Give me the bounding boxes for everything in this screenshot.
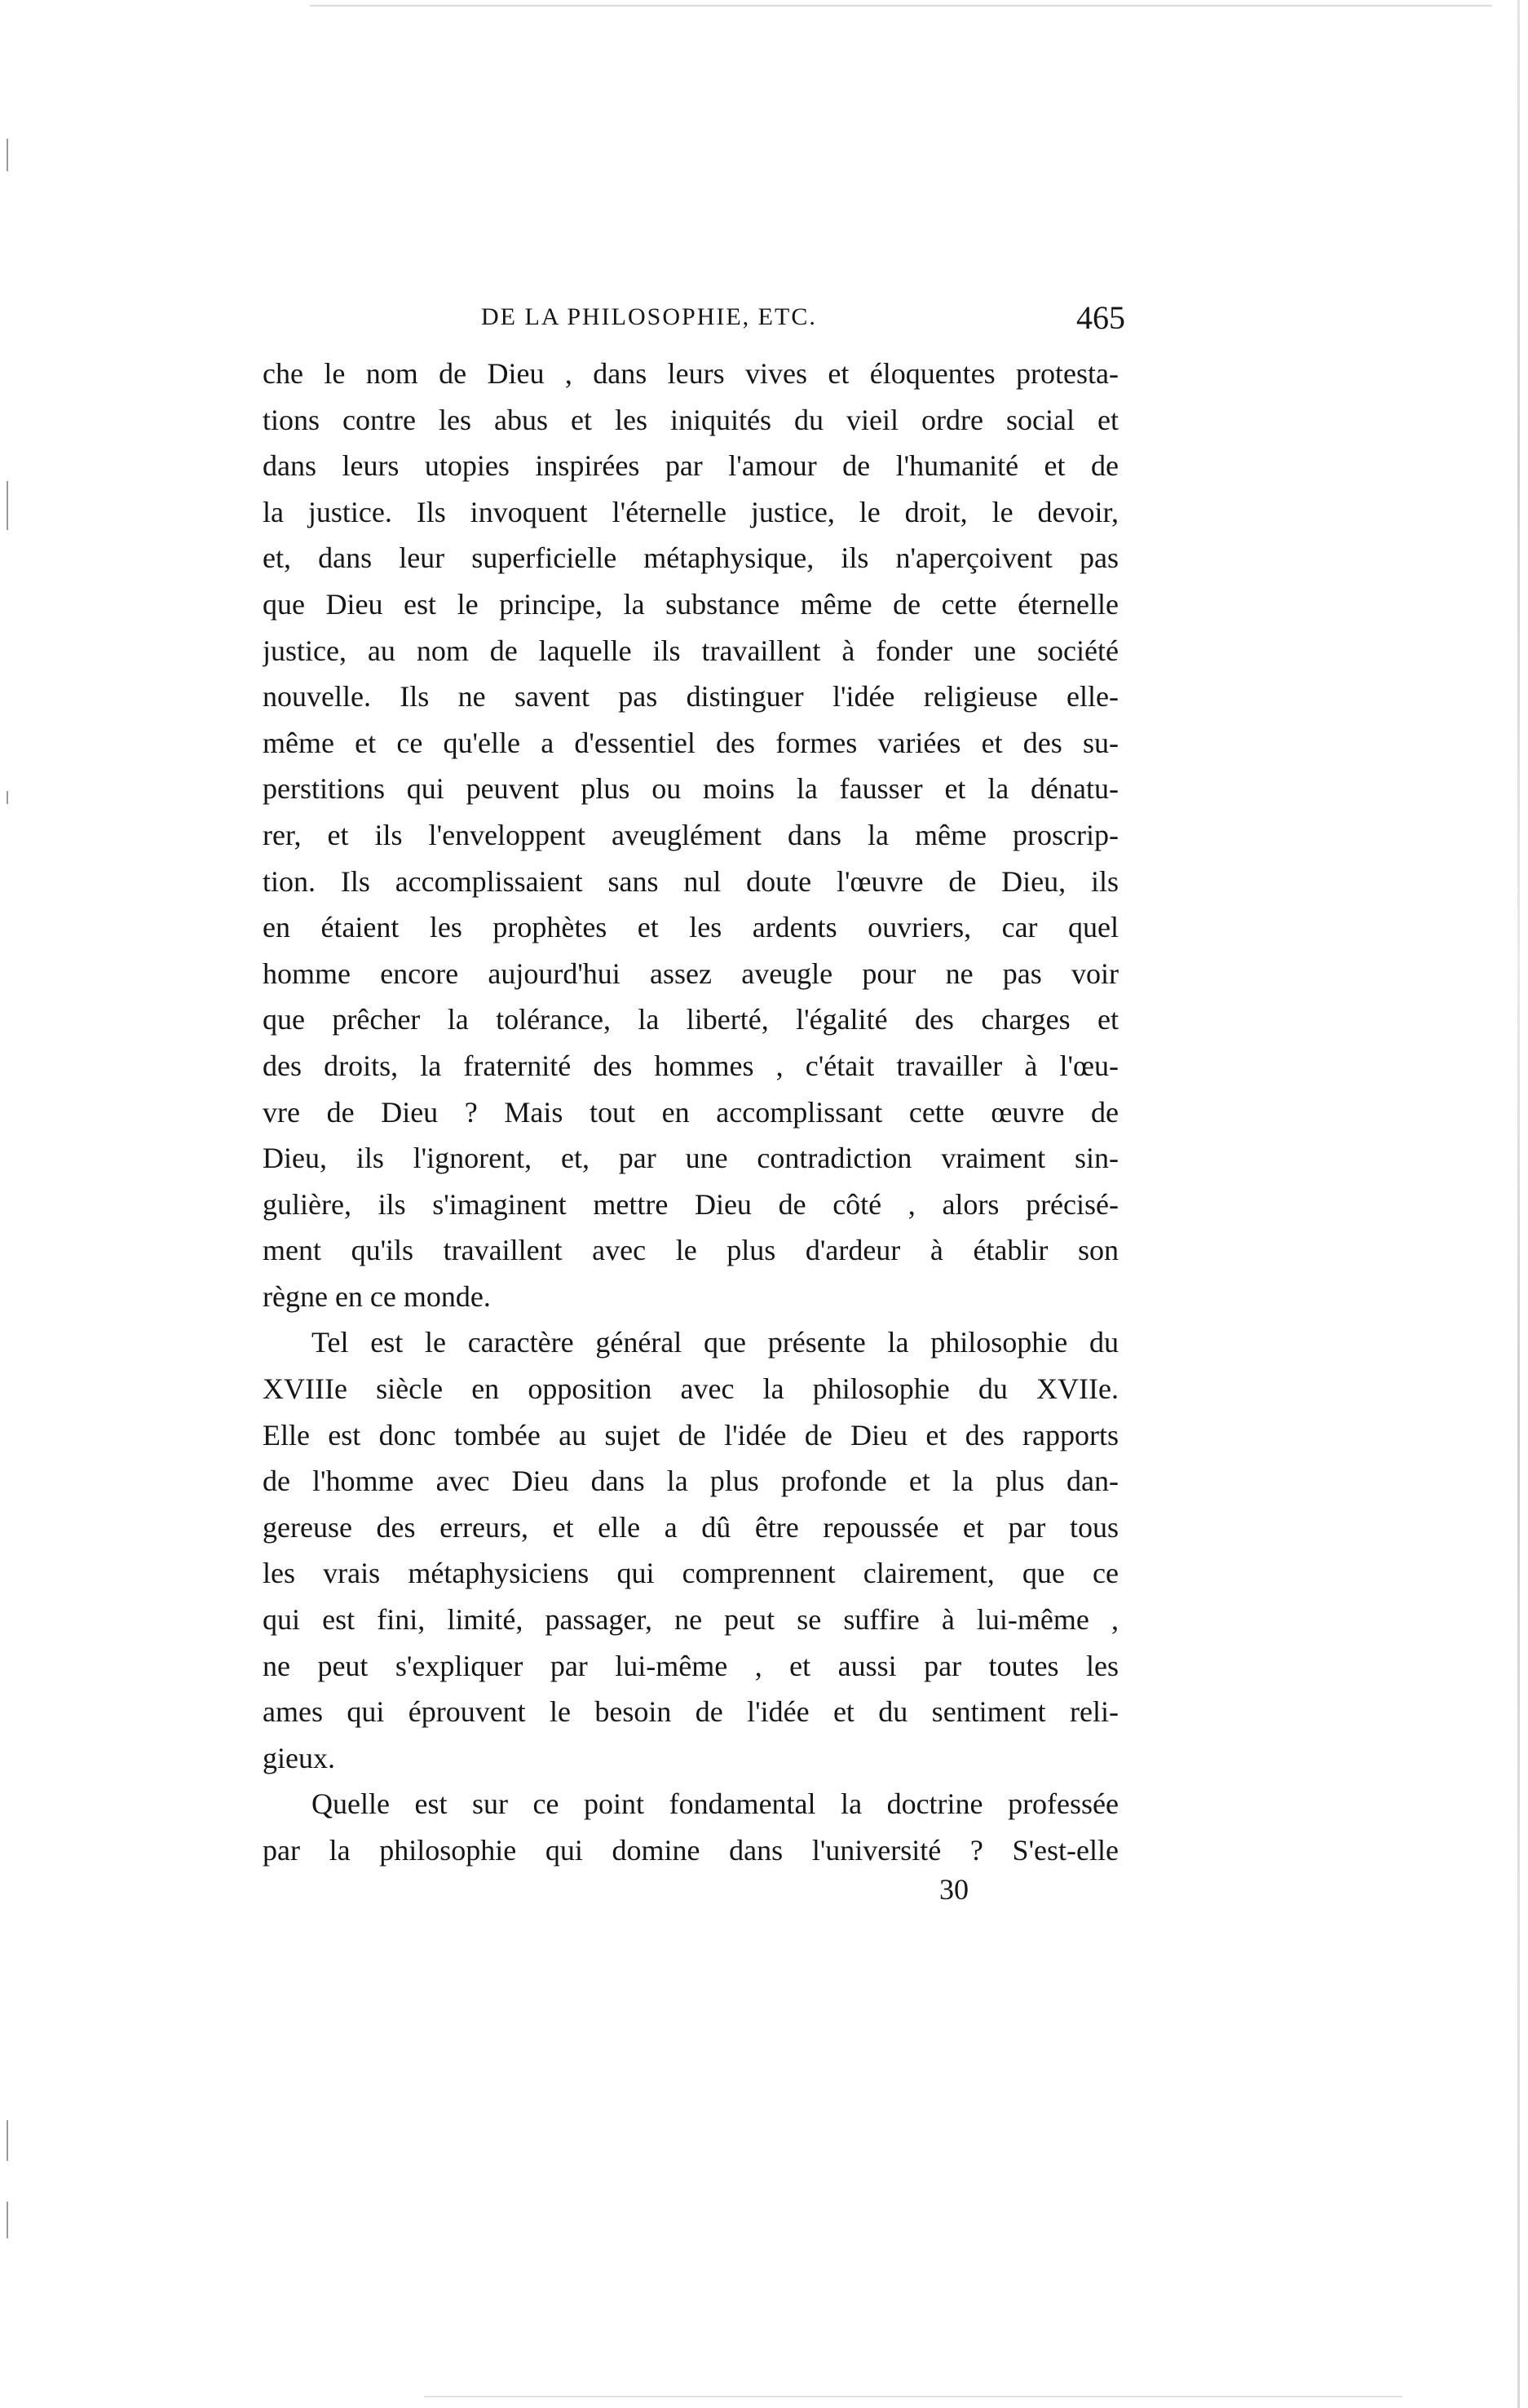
paragraph-first-line: Tel est le caractère général que présente la philosophie du <box>311 1326 1119 1359</box>
text-line: gereuse des erreurs, et elle a dû être repoussée et par tous <box>263 1510 1119 1544</box>
scan-mark <box>7 2120 8 2161</box>
paragraph-first-line: Quelle est sur ce point fondamental la doctrine professée <box>311 1787 1119 1821</box>
text-line: que Dieu est le principe, la substance même de cette éternelle <box>263 587 1119 621</box>
text-line: Dieu, ils l'ignorent, et, par une contradiction vraiment sin- <box>263 1142 1119 1175</box>
running-title: DE LA PHILOSOPHIE, ETC. <box>481 303 817 330</box>
text-line: qui est fini, limité, passager, ne peut se suffire à lui-même , <box>263 1603 1119 1637</box>
text-line: rer, et ils l'enveloppent aveuglément dans la même proscrip- <box>263 818 1119 851</box>
scan-mark <box>7 139 8 171</box>
text-line: homme encore aujourd'hui assez aveugle pour ne pas voir <box>263 957 1119 990</box>
text-line: en étaient les prophètes et les ardents ouvriers, car quel <box>263 911 1119 944</box>
text-line: vre de Dieu ? Mais tout en accomplissant cette œuvre de <box>263 1095 1119 1129</box>
scan-edge-right <box>1517 0 1520 2408</box>
text-line: dans leurs utopies inspirées par l'amour de l'humanité et de <box>263 449 1119 483</box>
text-line: que prêcher la tolérance, la liberté, l'égalité des charges et <box>263 1003 1119 1036</box>
body-text <box>263 351 1119 1874</box>
text-line: de l'homme avec Dieu dans la plus profonde et la plus dan- <box>263 1465 1119 1498</box>
scan-mark <box>7 481 8 530</box>
scan-edge-bottom <box>424 2396 1402 2397</box>
text-line: tion. Ils accomplissaient sans nul doute l'œuvre de Dieu, ils <box>263 864 1119 898</box>
scan-mark <box>7 2202 8 2238</box>
text-line: ne peut s'expliquer par lui-même , et aussi par toutes les <box>263 1649 1119 1682</box>
text-line: Elle est donc tombée au sujet de l'idée de Dieu et des rapports <box>263 1418 1119 1451</box>
text-line: XVIIIe siècle en opposition avec la philosophie du XVIIe. <box>263 1372 1119 1406</box>
text-line: gieux. <box>263 1741 335 1774</box>
page-number: 465 <box>1076 299 1125 336</box>
text-line: règne en ce monde. <box>263 1279 491 1313</box>
text-line: ment qu'ils travaillent avec le plus d'ardeur à établir son <box>263 1234 1119 1267</box>
text-line: perstitions qui peuvent plus ou moins la fausser et la dénatu- <box>263 772 1119 806</box>
text-line: gulière, ils s'imaginent mettre Dieu de côté , alors précisé- <box>263 1187 1119 1221</box>
text-line: nouvelle. Ils ne savent pas distinguer l'idée religieuse elle- <box>263 680 1119 714</box>
text-line: ames qui éprouvent le besoin de l'idée et du sentiment reli- <box>263 1695 1119 1729</box>
text-line: les vrais métaphysiciens qui comprennent clairement, que ce <box>263 1557 1119 1590</box>
scan-mark <box>7 791 8 804</box>
scan-edge-top <box>310 5 1492 7</box>
text-line: par la philosophie qui domine dans l'université ? S'est-elle <box>263 1834 1119 1867</box>
signature-mark: 30 <box>939 1873 969 1906</box>
text-line: et, dans leur superficielle métaphysique, ils n'aperçoivent pas <box>263 541 1119 575</box>
text-line: même et ce qu'elle a d'essentiel des formes variées et des su- <box>263 726 1119 759</box>
text-line: tions contre les abus et les iniquités du vieil ordre social et <box>263 403 1119 436</box>
text-line: la justice. Ils invoquent l'éternelle justice, le droit, le devoir, <box>263 495 1119 528</box>
text-line: des droits, la fraternité des hommes , c'était travailler à l'œu- <box>263 1049 1119 1082</box>
text-line: justice, au nom de laquelle ils travaillent à fonder une société <box>263 634 1119 667</box>
text-line: che le nom de Dieu , dans leurs vives et éloquentes protesta- <box>263 357 1119 390</box>
running-head <box>481 299 1125 344</box>
